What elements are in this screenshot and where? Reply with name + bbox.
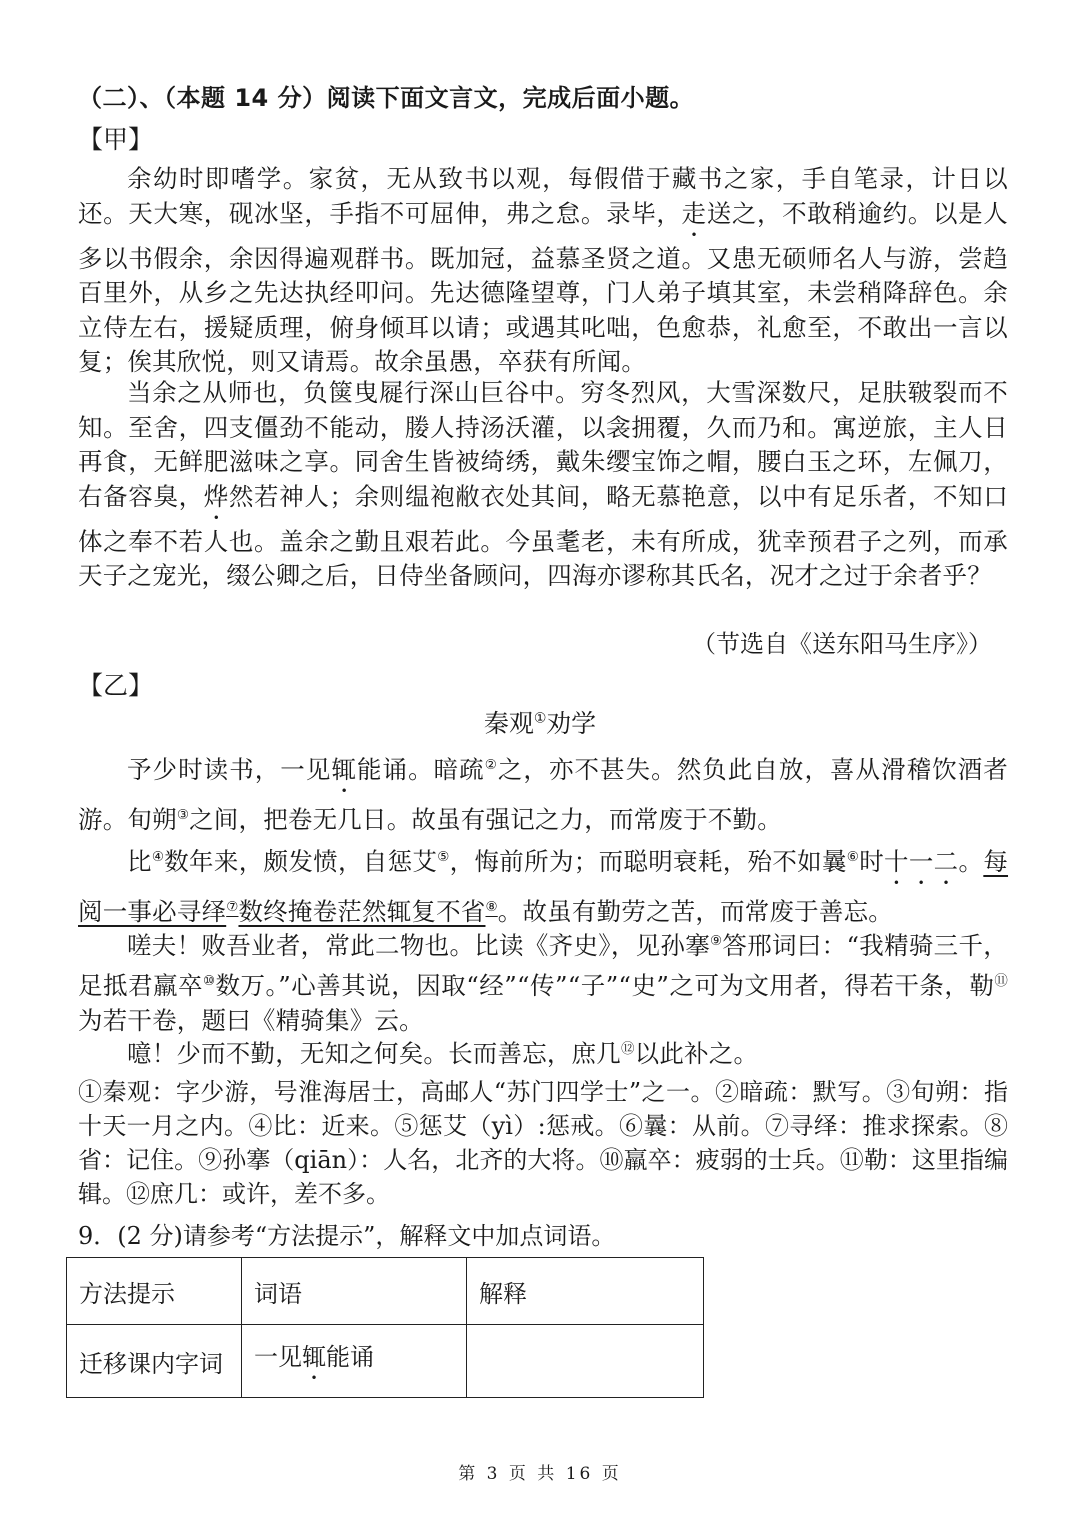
text-run: 为若干卷，题曰《精骑集》云。 — [78, 1005, 424, 1035]
text-run: 然若神人；余则缊袍敝衣处其间，略无慕艳意，以中有足乐者，不知口体之奉不若人也。盖余之勤且艰若此。今虽耄老，未有所成，犹幸预君子之列，而承天子之宠光，缀公卿之后，日侍坐备顾问，四海亦谬称其氏名，况才之过于余者乎？ — [78, 481, 1009, 591]
footnote-marker: ⑨ — [710, 933, 723, 949]
text-run: 。 — [958, 847, 984, 877]
header-word: 词语 — [242, 1258, 467, 1325]
question-9: 9．(2 分)请参考“方法提示”，解释文中加点词语。 — [78, 1222, 616, 1250]
passage-b-footnotes: ①秦观：字少游，号淮海居士，高邮人“苏门四学士”之一。②暗疏：默写。③旬朔：指十天一月之内。④比：近来。⑤惩艾（yì）:惩戒。⑥曩：从前。⑦寻绎：推求探索。⑧省：记住。⑨孙搴（qiān）：人名，北齐的大将。⑩羸卒：疲弱的士兵。⑪勒：这里指编辑。⑫庶几：或许，差不多。 — [78, 1078, 1008, 1208]
text-run: 能诵。暗疏 — [356, 755, 485, 785]
text-run: 一见 — [254, 1343, 302, 1371]
passage-b-label: 【乙】 — [78, 671, 154, 700]
footnote-marker: ④ — [151, 849, 165, 865]
text-run: 。故虽有勤劳之苦，而常废于善忘。 — [497, 897, 893, 927]
text-run: 之间，把卷无几日。故虽有强记之力，而常废于不勤。 — [189, 805, 782, 835]
footnote-marker: ⑧ — [485, 899, 498, 916]
section-heading: （二）、（本题 14 分）阅读下面文言文，完成后面小题。 — [78, 84, 695, 112]
passage-b-paragraph-3 — [78, 924, 1008, 1038]
header-method: 方法提示 — [67, 1258, 242, 1325]
footnote-marker: ③ — [176, 807, 190, 824]
table-row — [67, 1325, 704, 1398]
text-run: 数年来，颇发愤，自惩艾 — [164, 847, 438, 877]
text-run: 答邢词曰：“我精骑三千，足抵君羸卒 — [78, 931, 1008, 1000]
text-run: 每阅一事必寻绎 — [78, 847, 1009, 927]
footnote-marker: ⑥ — [846, 849, 860, 865]
text-run: 劝学 — [546, 709, 597, 738]
text-run: 嗟夫！败吾业者，常此二物也。比读《齐史》，见孙搴 — [127, 931, 711, 961]
footnote-marker: ⑤ — [437, 849, 450, 865]
passage-a-paragraph-2 — [78, 376, 1008, 594]
cell-answer-blank[interactable] — [467, 1325, 704, 1398]
page-number: 第 3 页 共 16 页 — [458, 1464, 622, 1484]
text-run: ，悔前所为；而聪明衰耗，殆不如曩 — [449, 847, 847, 877]
footnote-marker: ① — [533, 710, 547, 727]
text-run: 秦观 — [483, 709, 534, 738]
footnote-marker: ② — [484, 757, 498, 773]
footnote-marker: ⑫ — [621, 1041, 635, 1057]
passage-b-paragraph-2 — [78, 840, 1008, 930]
footnote-marker: ⑪ — [994, 972, 1009, 989]
text-run: 数万。”心善其说，因取“经”“传”“子”“史”之可为文用者，得若干条，勒 — [215, 970, 995, 1000]
text-run: 噫！少而不勤，无知之何矣。长而善忘，庶几 — [127, 1039, 621, 1069]
cell-word — [242, 1325, 467, 1398]
text-run: 数终掩卷茫然辄复不省 — [238, 897, 486, 927]
passage-b-paragraph-4 — [78, 1032, 1008, 1072]
text-run: 予少时读书，一见 — [127, 755, 332, 785]
text-run: 之，亦不甚失。然负此自放，喜从滑稽饮酒者游。旬朔 — [78, 755, 1009, 835]
emphasized-word: 烨 — [203, 481, 229, 511]
header-explanation: 解释 — [467, 1258, 704, 1325]
passage-a-paragraph-1 — [78, 162, 1008, 380]
text-run: 送之，不敢稍逾约。以是人多以书假余，余因得遍观群书。既加冠，益慕圣贤之道。又患无硕师名人与游，尝趋百里外，从乡之先达执经叩问。先达德隆望尊，门人弟子填其室，未尝稍降辞色。余立侍左右，援疑质理，俯身倾耳以请；或遇其叱咄，色愈恭，礼愈至，不敢出一言以复；俟其欣悦，则又请焉。故余虽愚，卒获有所闻。 — [78, 198, 1008, 377]
text-run: 当余之从师也，负箧曳屣行深山巨谷中。穷冬烈风，大雪深数尺，足肤皲裂而不知。至舍，四支僵劲不能动，媵人持汤沃灌，以衾拥覆，久而乃和。寓逆旅，主人日再食，无鲜肥滋味之享。同舍生皆被绮绣，戴朱缨宝饰之帽，腰白玉之环，左佩刀，右备容臭， — [78, 378, 1008, 511]
cell-method: 迁移课内字词 — [67, 1325, 242, 1398]
passage-a-label: 【甲】 — [78, 125, 154, 154]
text-run: 能诵 — [326, 1343, 374, 1371]
emphasized-word: 十一二 — [884, 847, 959, 877]
emphasized-word: 走 — [681, 198, 707, 228]
text-run: 比 — [127, 847, 152, 877]
emphasized-word: 辄 — [331, 755, 357, 785]
text-run: 余幼时即嗜学。家贫，无从致书以观，每假借于藏书之家，手自笔录，计日以还。天大寒，砚冰坚，手指不可屈伸，弗之怠。录毕， — [78, 164, 1008, 228]
answer-table — [66, 1257, 704, 1398]
passage-b-title — [0, 704, 1080, 740]
footnote-marker: ⑦ — [226, 899, 239, 916]
text-run: 时 — [859, 847, 885, 877]
passage-a-source: （节选自《送东阳马生序》） — [692, 630, 992, 658]
footnote-marker: ⑩ — [202, 972, 216, 989]
table-header-row — [67, 1258, 704, 1325]
emphasized-word: 辄 — [302, 1343, 326, 1371]
passage-b-paragraph-1 — [78, 748, 1008, 838]
text-run: 以此补之。 — [634, 1039, 759, 1069]
